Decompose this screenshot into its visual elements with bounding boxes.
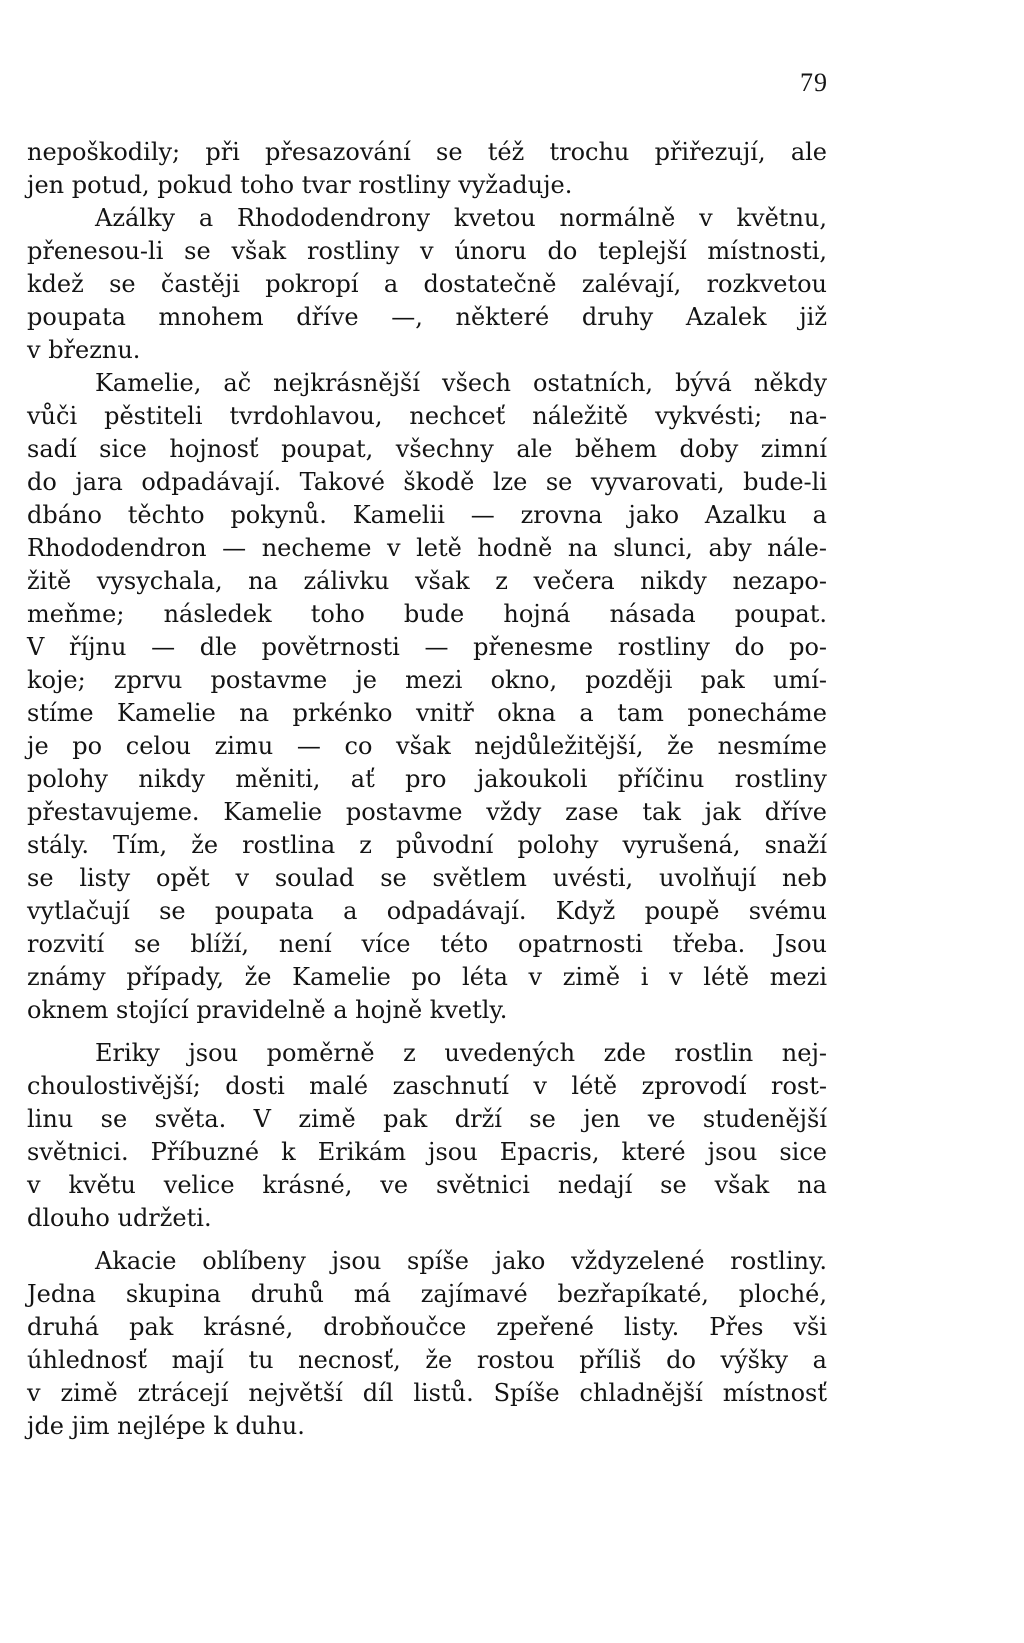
text-line: vytlačují se poupata a odpadávají. Když poupě svému bbox=[27, 897, 827, 925]
text-line: kdež se častěji pokropí a dostatečně zalévají, rozkvetou bbox=[27, 270, 827, 298]
text-line: stály. Tím, že rostlina z původní polohy vyrušená, snaží bbox=[27, 831, 827, 859]
text-line: v březnu. bbox=[27, 336, 141, 364]
text-line: rozvití se blíží, není více této opatrnosti třeba. Jsou bbox=[27, 930, 827, 958]
text-line: V říjnu — dle povětrnosti — přenesme rostliny do po- bbox=[27, 633, 827, 661]
body-text bbox=[27, 136, 827, 1443]
text-line: žitě vysychala, na zálivku však z večera nikdy nezapo- bbox=[27, 567, 827, 595]
paragraph bbox=[27, 1037, 827, 1235]
text-line: jen potud, pokud toho tvar rostliny vyžaduje. bbox=[27, 171, 573, 199]
text-line: Rhododendron — necheme v letě hodně na slunci, aby nále- bbox=[27, 534, 827, 562]
text-line: světnici. Příbuzné k Erikám jsou Epacris, které jsou sice bbox=[27, 1138, 827, 1166]
text-line: koje; zprvu postavme je mezi okno, později pak umí- bbox=[27, 666, 827, 694]
text-line: dlouho udržeti. bbox=[27, 1204, 212, 1232]
text-line: nepoškodily; při přesazování se též trochu přiřezují, ale bbox=[27, 138, 827, 166]
text-line: v zimě ztrácejí největší díl listů. Spíše chladnější místnosť bbox=[27, 1379, 827, 1407]
text-line: druhá pak krásné, drobňoučce zpeřené listy. Přes vši bbox=[27, 1313, 827, 1341]
text-line: jde jim nejlépe k duhu. bbox=[27, 1412, 305, 1440]
text-line: sadí sice hojnosť poupat, všechny ale během doby zimní bbox=[27, 435, 827, 463]
text-line: přestavujeme. Kamelie postavme vždy zase tak jak dříve bbox=[27, 798, 827, 826]
text-line: vůči pěstiteli tvrdohlavou, nechceť náležitě vykvésti; na- bbox=[27, 402, 827, 430]
text-line: stíme Kamelie na prkénko vnitř okna a tam ponecháme bbox=[27, 699, 827, 727]
text-line: se listy opět v soulad se světlem uvésti, uvolňují neb bbox=[27, 864, 827, 892]
paragraph bbox=[27, 136, 827, 202]
text-line: dbáno těchto pokynů. Kamelii — zrovna jako Azalku a bbox=[27, 501, 827, 529]
text-line: Akacie oblíbeny jsou spíše jako vždyzelené rostliny. bbox=[95, 1247, 827, 1275]
paragraph bbox=[27, 202, 827, 367]
text-line: polohy nikdy měniti, ať pro jakoukoli příčinu rostliny bbox=[27, 765, 827, 793]
text-line: úhlednosť mají tu necnosť, že rostou příliš do výšky a bbox=[27, 1346, 827, 1374]
text-line: Jedna skupina druhů má zajímavé bezřapíkaté, ploché, bbox=[27, 1280, 827, 1308]
text-line: meňme; následek toho bude hojná násada poupat. bbox=[27, 600, 827, 628]
paragraph bbox=[27, 1245, 827, 1443]
text-line: do jara odpadávají. Takové škodě lze se vyvarovati, bude-li bbox=[27, 468, 827, 496]
text-line: linu se světa. V zimě pak drží se jen ve studenější bbox=[27, 1105, 827, 1133]
text-line: choulostivější; dosti malé zaschnutí v létě zprovodí rost- bbox=[27, 1072, 827, 1100]
text-line: v květu velice krásné, ve světnici nedají se však na bbox=[27, 1171, 827, 1199]
text-line: Eriky jsou poměrně z uvedených zde rostlin nej- bbox=[95, 1039, 827, 1067]
text-line: známy případy, že Kamelie po léta v zimě i v létě mezi bbox=[27, 963, 827, 991]
text-line: oknem stojící pravidelně a hojně kvetly. bbox=[27, 996, 508, 1024]
page-number: 79 bbox=[800, 68, 828, 97]
text-line: je po celou zimu — co však nejdůležitější, že nesmíme bbox=[27, 732, 827, 760]
text-line: Kamelie, ač nejkrásnější všech ostatních, bývá někdy bbox=[95, 369, 827, 397]
paragraph bbox=[27, 367, 827, 1027]
text-line: přenesou-li se však rostliny v únoru do teplejší místnosti, bbox=[27, 237, 827, 265]
text-line: poupata mnohem dříve —, některé druhy Azalek již bbox=[27, 303, 827, 331]
text-line: Azálky a Rhododendrony kvetou normálně v květnu, bbox=[95, 204, 827, 232]
